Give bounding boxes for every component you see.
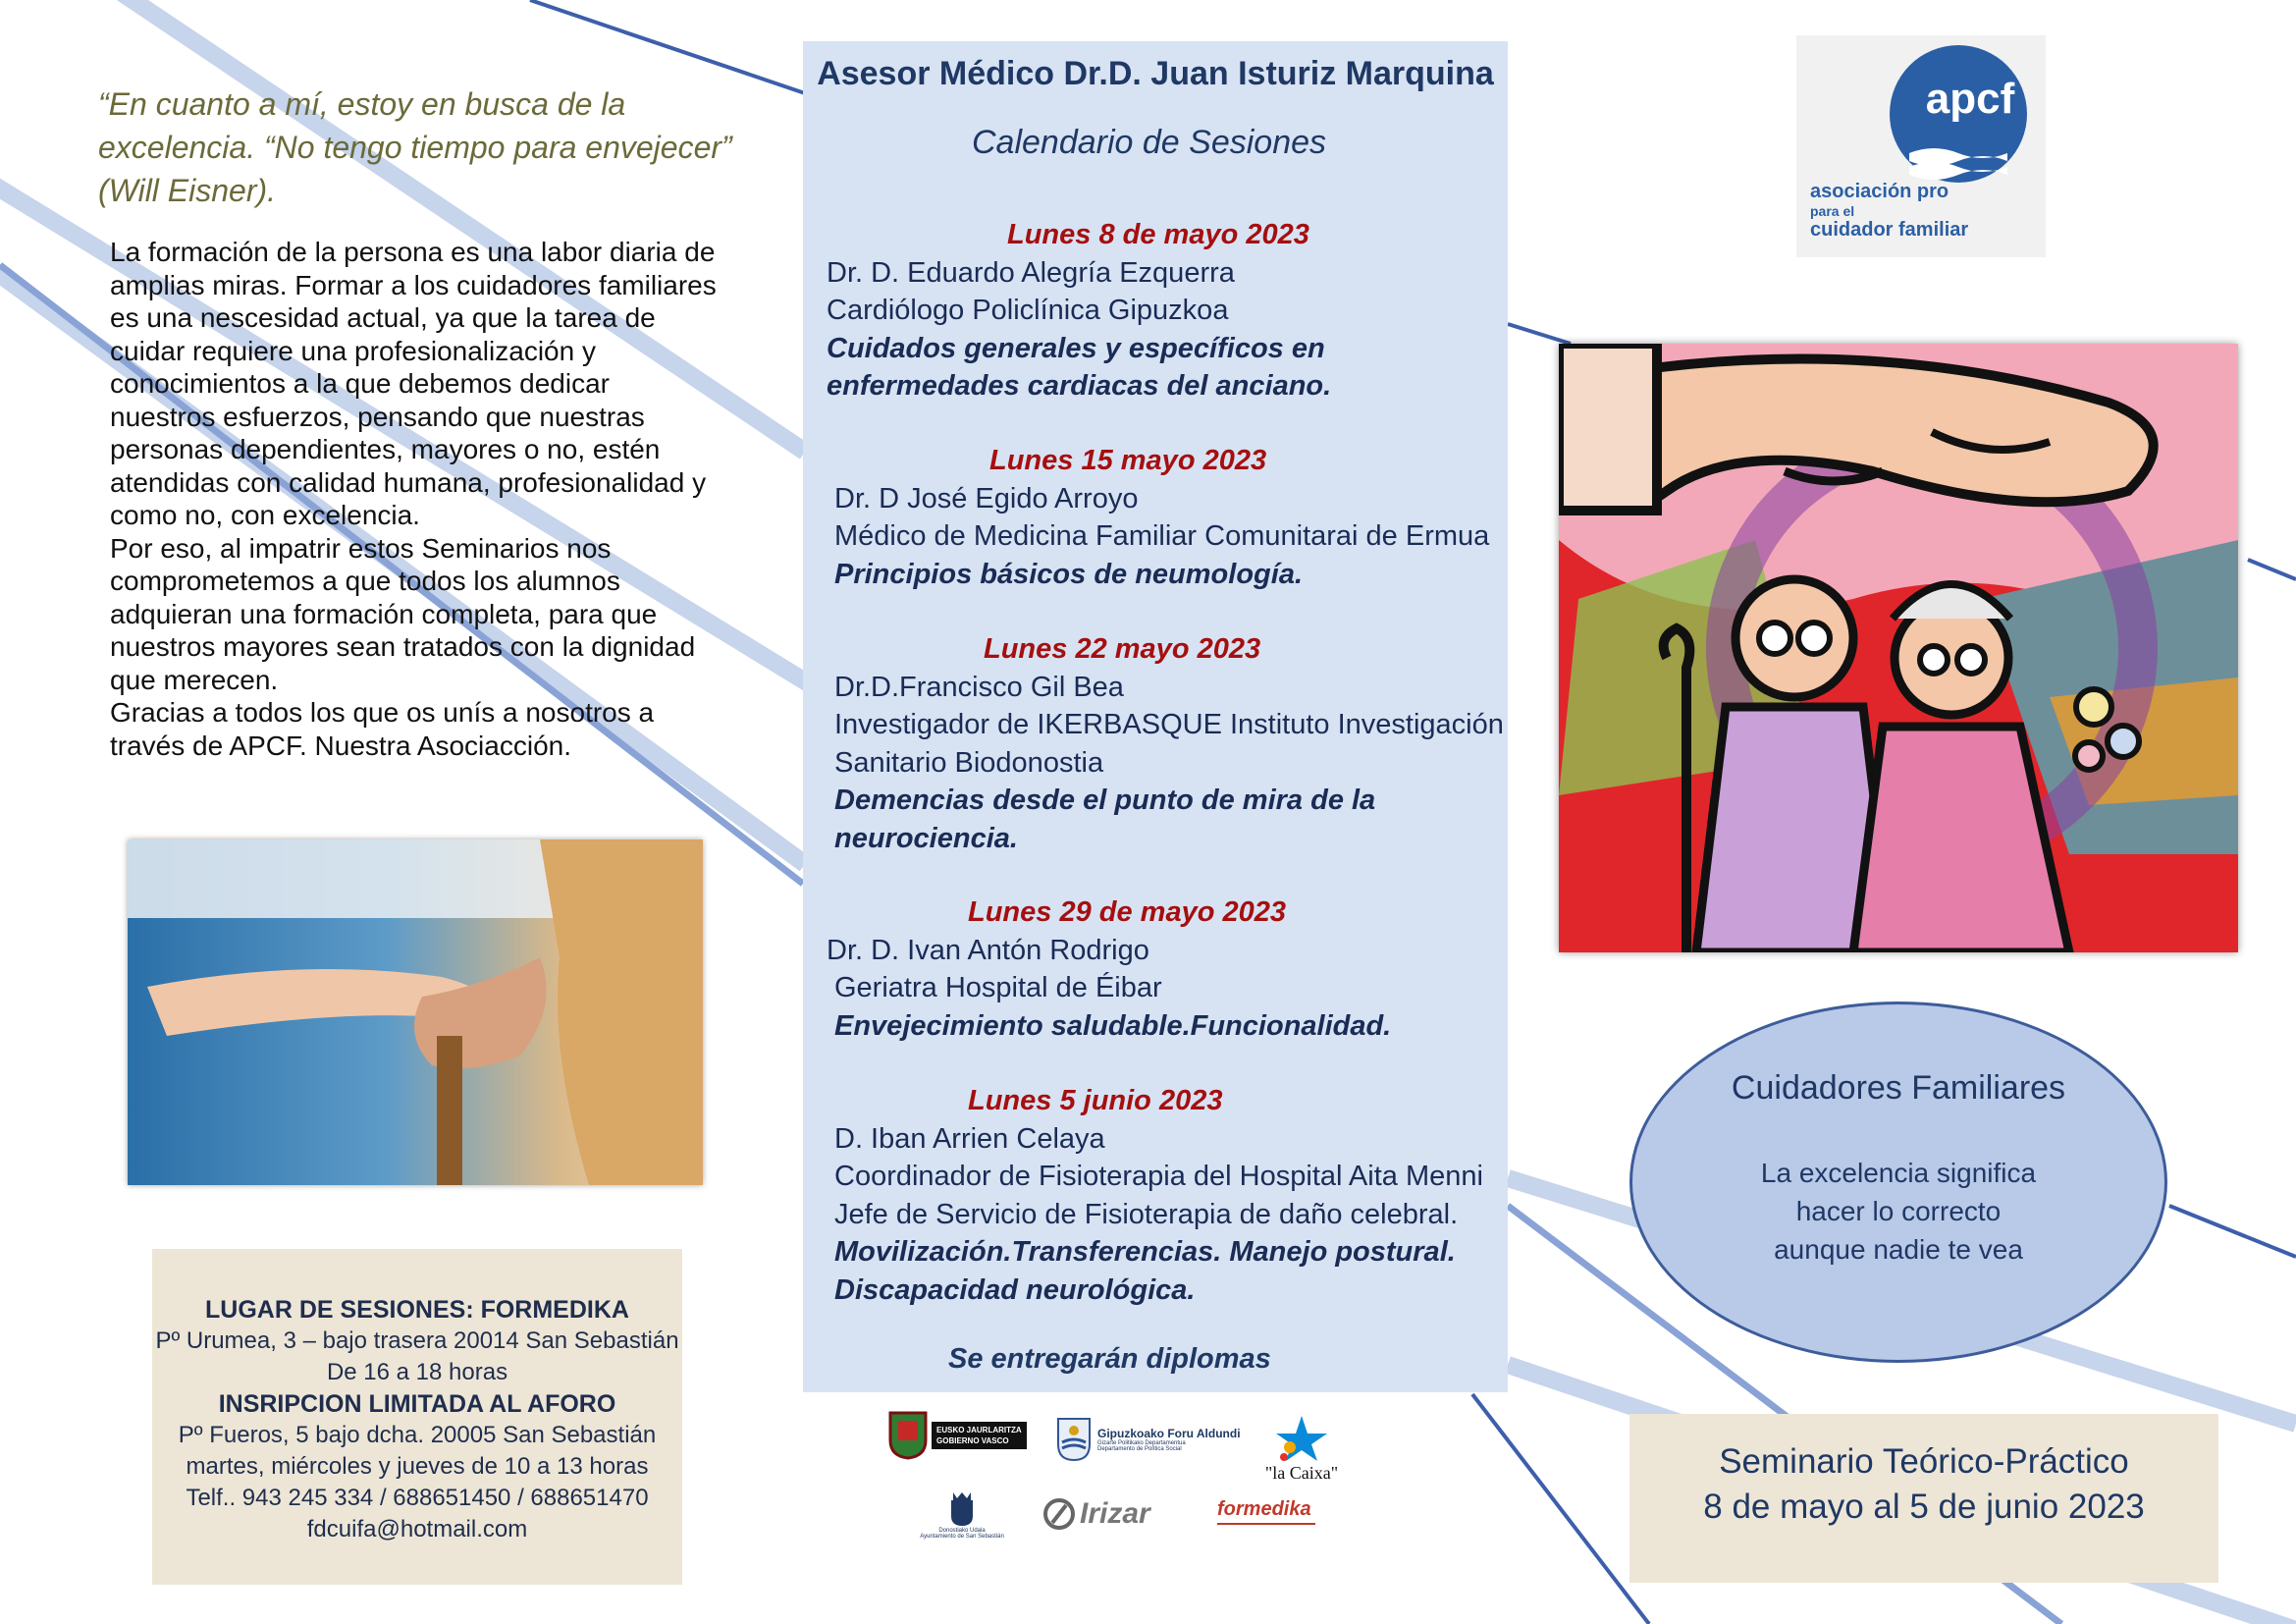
gipuzkoa-sub: Departamento de Política Social bbox=[1097, 1446, 1182, 1452]
eusko-line1: EUSKO JAURLARITZA bbox=[936, 1426, 1022, 1435]
medical-advisor: Asesor Médico Dr.D. Juan Isturiz Marquina bbox=[817, 55, 1494, 92]
session-role: Investigador de IKERBASQUE Instituto Investigación bbox=[834, 709, 1504, 740]
venue-info-box bbox=[152, 1249, 682, 1585]
venue-address: Pº Urumea, 3 – bajo trasera 20014 San Sebastián bbox=[155, 1327, 679, 1354]
diplomas-note: Se entregarán diplomas bbox=[948, 1343, 1271, 1375]
lacaixa-name: "la Caixa" bbox=[1264, 1463, 1339, 1483]
gipuzkoa-name: Gipuzkoako Foru Aldundi bbox=[1097, 1427, 1241, 1440]
eisner-quote: “En cuanto a mí, estoy en busca de la excelencia. “No tengo tiempo para envejecer” (Will Eisner). bbox=[98, 86, 732, 208]
session-doctor: Dr.D.Francisco Gil Bea bbox=[834, 671, 1124, 703]
session-topic: Principios básicos de neumología. bbox=[834, 558, 1303, 590]
venue-hours: De 16 a 18 horas bbox=[326, 1359, 508, 1385]
ellipse-title: Cuidadores Familiares bbox=[1731, 1069, 2066, 1107]
ellipse-line: La excelencia significa bbox=[1760, 1158, 2037, 1188]
signup-hours: martes, miércoles y jueves de 10 a 13 horas bbox=[186, 1453, 649, 1480]
session-date: Lunes 15 mayo 2023 bbox=[989, 445, 1267, 476]
intro-paragraph: Por eso, al impatrir estos Seminarios nos comprometemos a que todos los alumnos adquieran una formación completa, para que nuestros mayores sean tratados con la dignidad que merecen. bbox=[110, 532, 696, 695]
donostia-line1: Donostiako Udala bbox=[938, 1528, 986, 1534]
session-role: Jefe de Servicio de Fisioterapia de daño celebral. bbox=[834, 1198, 1459, 1230]
session-doctor: D. Iban Arrien Celaya bbox=[834, 1122, 1105, 1155]
venue-title: LUGAR DE SESIONES: FORMEDIKA bbox=[205, 1296, 629, 1324]
session-role: Sanitario Biodonostia bbox=[834, 746, 1104, 779]
session-item bbox=[834, 1082, 1483, 1309]
session-topic: enfermedades cardiacas del anciano. bbox=[827, 370, 1332, 402]
hands-photo bbox=[128, 839, 703, 1185]
session-doctor: Dr. D. Ivan Antón Rodrigo bbox=[827, 934, 1149, 966]
ellipse-line: aunque nadie te vea bbox=[1774, 1234, 2023, 1265]
eusko-line2: GOBIERNO VASCO bbox=[936, 1436, 1009, 1445]
session-topic: Discapacidad neurológica. bbox=[834, 1273, 1196, 1306]
apcf-logo bbox=[1796, 35, 2046, 257]
session-item bbox=[827, 893, 1391, 1045]
apcf-line1: asociación pro bbox=[1810, 181, 1949, 202]
apcf-line3: cuidador familiar bbox=[1810, 219, 1969, 241]
formedika-logo bbox=[1217, 1498, 1335, 1542]
signup-address: Pº Fueros, 5 bajo dcha. 20005 San Sebastián bbox=[178, 1422, 657, 1448]
session-topic: Cuidados generales y específicos en bbox=[827, 332, 1325, 364]
apcf-line2: para el bbox=[1810, 203, 1855, 219]
session-topic: neurociencia. bbox=[834, 822, 1018, 854]
formedika-name: formedika bbox=[1217, 1498, 1311, 1520]
irizar-mark-icon bbox=[1042, 1497, 1076, 1531]
session-date: Lunes 29 de mayo 2023 bbox=[968, 896, 1286, 928]
session-topic: Envejecimiento saludable.Funcionalidad. bbox=[834, 1009, 1392, 1042]
seminar-title: Seminario Teórico-Práctico bbox=[1719, 1442, 2129, 1481]
session-topic: Demencias desde el punto de mira de la bbox=[834, 785, 1376, 816]
session-topic: Movilización.Transferencias. Manejo postural. bbox=[834, 1236, 1456, 1268]
gobierno-vasco-logo bbox=[888, 1410, 1043, 1461]
session-role: Cardiólogo Policlínica Gipuzkoa bbox=[827, 295, 1229, 326]
contact-phones: Telf.. 943 245 334 / 688651450 / 688651470 bbox=[186, 1485, 649, 1511]
ellipse-line: hacer lo correcto bbox=[1795, 1196, 2002, 1226]
intro-text bbox=[110, 236, 719, 762]
session-item bbox=[834, 630, 1504, 857]
gipuzkoa-logo bbox=[1056, 1414, 1243, 1465]
irizar-name: Irizar bbox=[1080, 1497, 1150, 1530]
donostia-logo bbox=[908, 1490, 1016, 1557]
signup-title: INSRIPCION LIMITADA AL AFORO bbox=[218, 1390, 616, 1418]
apcf-logo-text: apcf bbox=[1925, 75, 2015, 123]
star-icon bbox=[1274, 1414, 1329, 1463]
caregivers-ellipse bbox=[1629, 1001, 2167, 1363]
coat-of-arms-icon bbox=[888, 1411, 928, 1460]
gipuzkoa-shield-icon bbox=[1056, 1417, 1092, 1462]
session-item bbox=[827, 216, 1331, 406]
irizar-logo bbox=[1042, 1496, 1178, 1532]
seminar-dates: 8 de mayo al 5 de junio 2023 bbox=[1703, 1488, 2145, 1526]
crown-shield-icon bbox=[947, 1490, 977, 1528]
session-role: Médico de Medicina Familiar Comunitarai de Ermua bbox=[834, 520, 1490, 552]
donostia-line2: Ayuntamiento de San Sebastián bbox=[920, 1534, 1004, 1540]
session-date: Lunes 8 de mayo 2023 bbox=[1007, 219, 1309, 250]
session-schedule-panel bbox=[803, 41, 1508, 1392]
excellence-quote bbox=[1632, 1154, 2164, 1269]
gipuzkoa-sub: Gizarte Politikako Departamentua bbox=[1097, 1440, 1186, 1446]
formedika-underline bbox=[1217, 1523, 1315, 1525]
session-doctor: Dr. D José Egido Arroyo bbox=[834, 482, 1139, 514]
session-date: Lunes 22 mayo 2023 bbox=[984, 633, 1261, 665]
session-doctor: Dr. D. Eduardo Alegría Ezquerra bbox=[827, 256, 1235, 289]
intro-paragraph: Gracias a todos los que os unís a nosotros a través de APCF. Nuestra Asociacción. bbox=[110, 697, 655, 761]
caregiver-illustration bbox=[1559, 344, 2238, 952]
seminar-dates-box bbox=[1629, 1414, 2218, 1583]
session-item bbox=[834, 442, 1489, 593]
lacaixa-logo bbox=[1262, 1414, 1341, 1492]
intro-paragraph: La formación de la persona es una labor diaria de amplias miras. Formar a los cuidadores familiares es una nescesidad actual, ya que la tarea de cuidar requiere una profesionalización y conocimientos a la que debemos dedicar nuestros esfuerzos, pensando que nuestras personas dependientes, mayores o no, estén atendidas con calidad humana, profesionalidad y como no, con excelencia. bbox=[110, 237, 717, 530]
session-date: Lunes 5 junio 2023 bbox=[968, 1085, 1223, 1116]
contact-email: fdcuifa@hotmail.com bbox=[306, 1516, 528, 1543]
calendar-title: Calendario de Sesiones bbox=[972, 124, 1327, 161]
session-role: Geriatra Hospital de Éibar bbox=[834, 972, 1162, 1003]
session-role: Coordinador de Fisioterapia del Hospital Aita Menni bbox=[834, 1161, 1483, 1192]
